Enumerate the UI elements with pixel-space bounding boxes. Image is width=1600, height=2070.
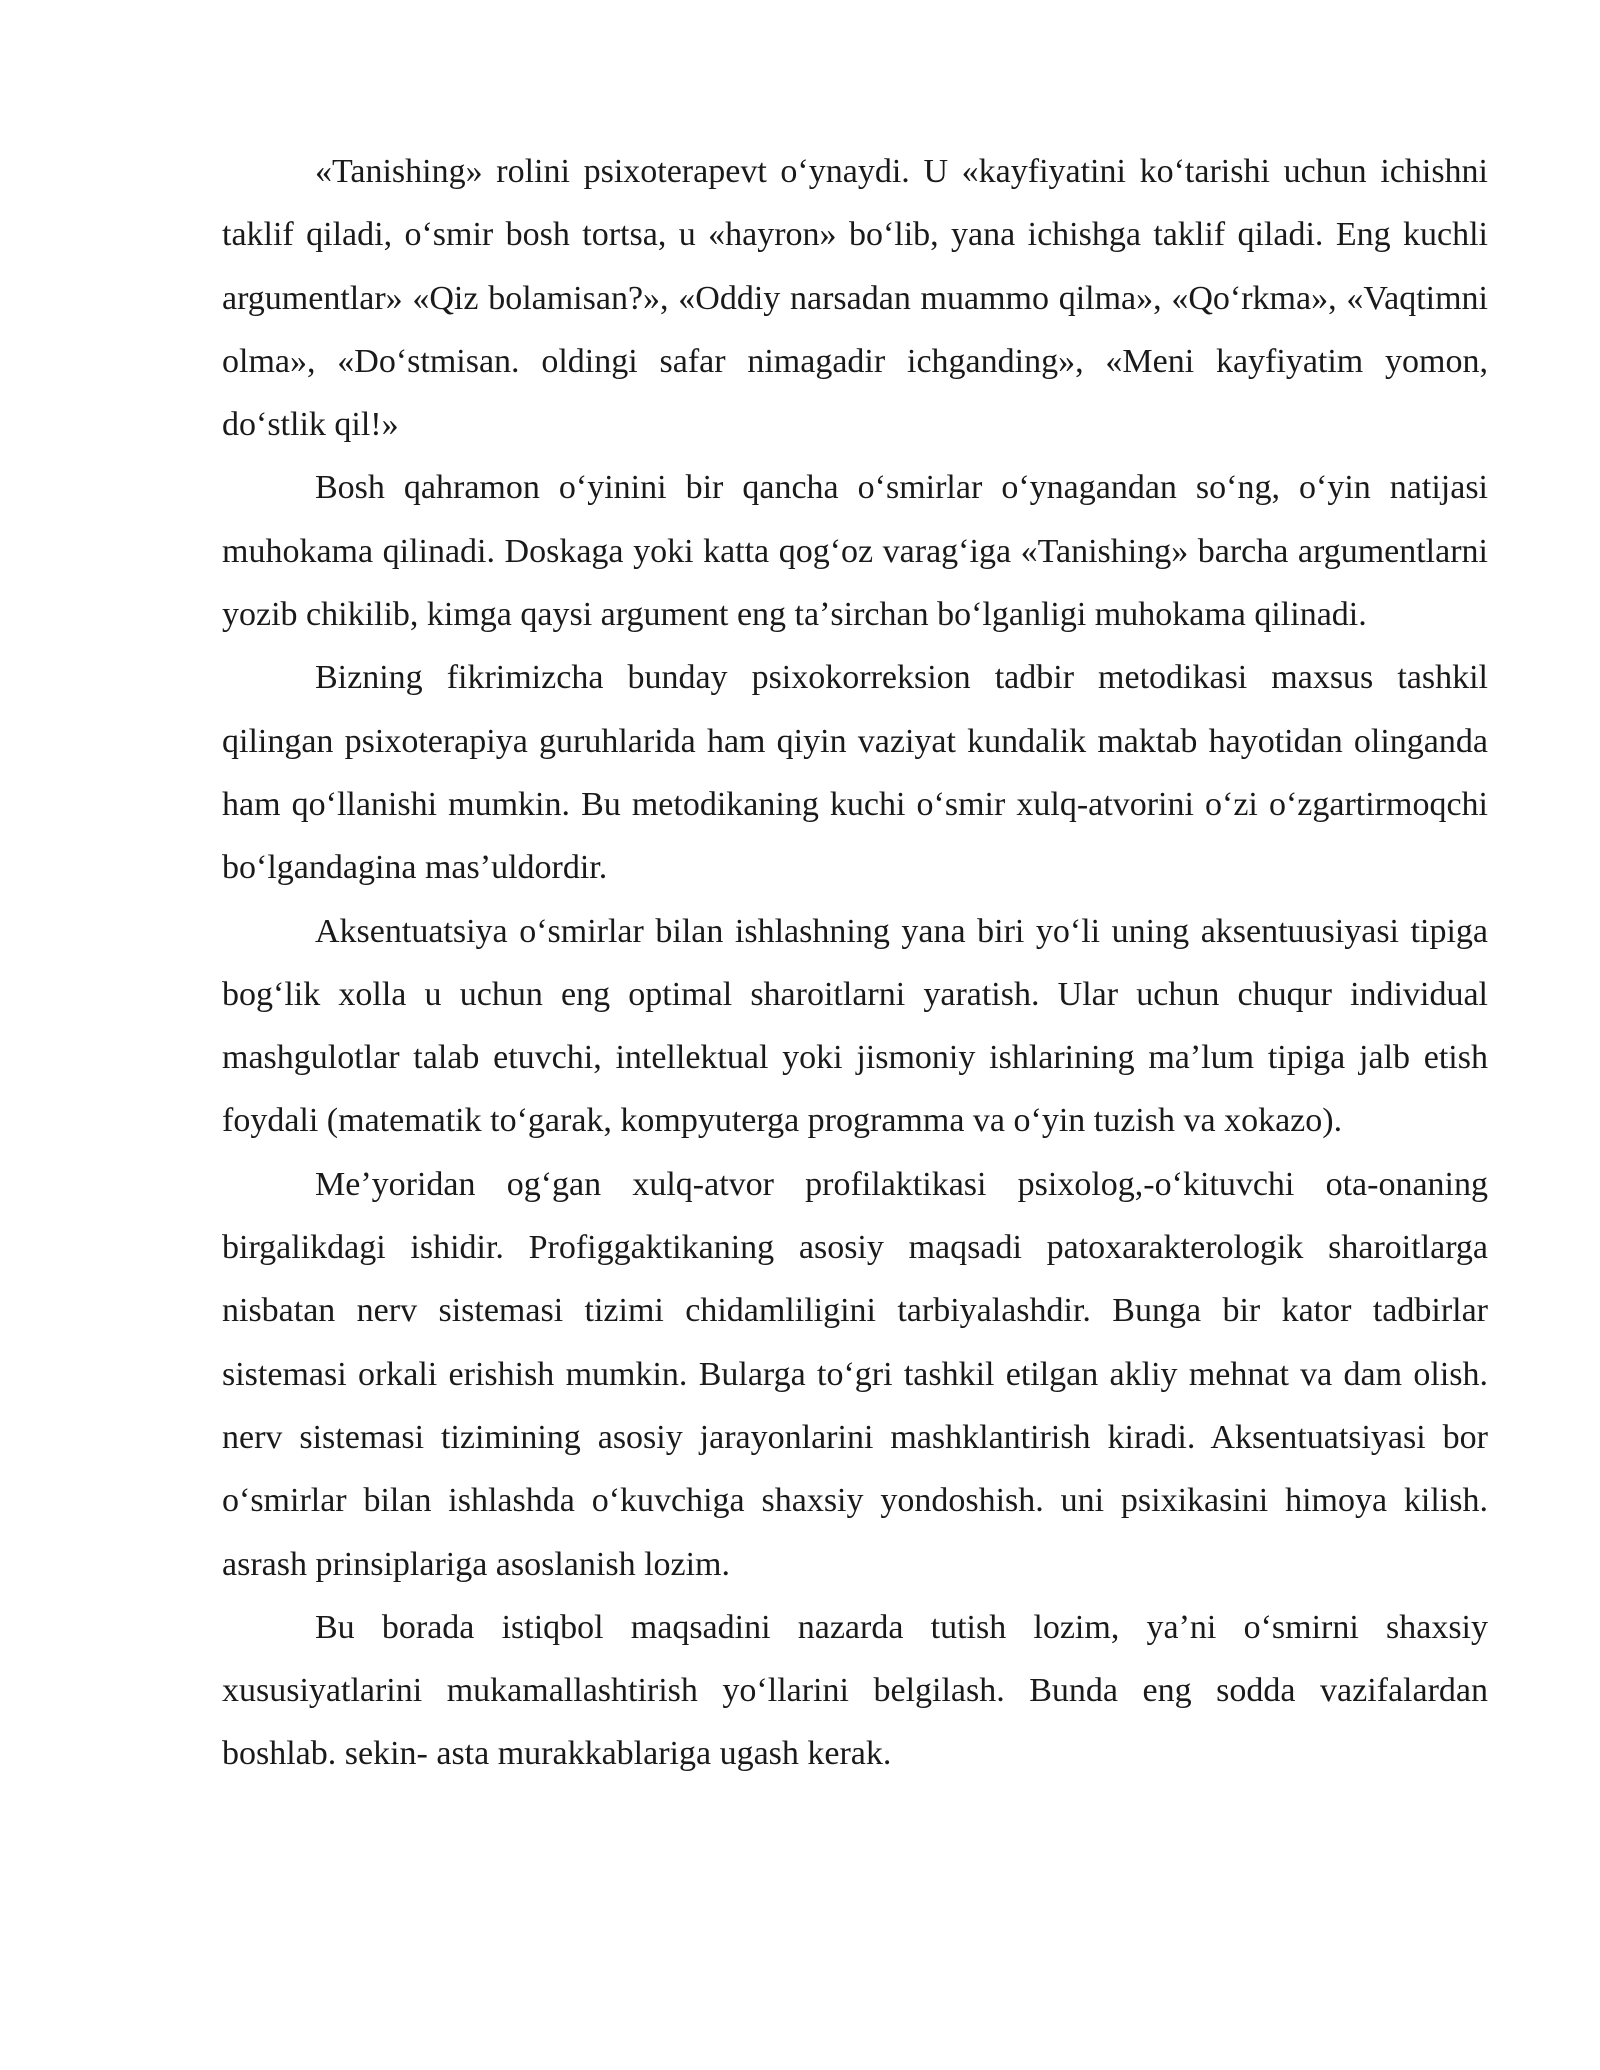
paragraph-game-discussion: Bosh qahramon oʻyinini bir qancha oʻsmirlar oʻynagandan soʻng, oʻyin natijasi muhokama qilinadi. Doskaga yoki katta qogʻoz varagʻiga «Tanishing» barcha argumentlarni yozib chikilib, kimga qaysi argument eng taʼsirchan boʻlganligi muhokama qilinadi. [222,469,1488,634]
paragraph-psychocorrection-method: Bizning fikrimizcha bunday psixokorreksion tadbir metodikasi maxsus tashkil qilingan psixoterapiya guruhlarida ham qiyin vaziyat kundalik maktab hayotidan olinganda ham qoʻllanishi mumkin. Bu metodikaning kuchi oʻsmir xulq-atvorini oʻzi oʻzgartirmoqchi boʻlgandagina masʼuldordir. [222,659,1488,887]
paragraph-accentuation-work: Aksentuatsiya oʻsmirlar bilan ishlashning yana biri yoʻli uning aksentuusiyasi tipiga bogʻlik xolla u uchun eng optimal sharoitlarni yaratish. Ular uchun chuqur individual mashgulotlar talab etuvchi, intellektual yoki jismoniy ishlarining maʼlum tipiga jalb etish foydali (matematik toʻgarak, kompyuterga programma va oʻyin tuzish va xokazo). [222,912,1488,1140]
paragraph-tanishing-role: «Tanishing» rolini psixoterapevt oʻynaydi. U «kayfiyatini koʻtarishi uchun ichishni taklif qiladi, oʻsmir bosh tortsa, u «hayron» boʻlib, yana ichishga taklif qiladi. Eng kuchli argumentlar» «Qiz bolamisan?», «Oddiy narsadan muammo qilma», «Qoʻrkma», «Vaqtimni olma», «Doʻstmisan. oldingi safar nimagadir ichganding», «Meni kayfiyatim yomon, doʻstlik qil!» [222,153,1488,444]
document-body [222,140,1488,1786]
paragraph-perspective-goal: Bu borada istiqbol maqsadini nazarda tutish lozim, yaʼni oʻsmirni shaxsiy xususiyatlarini mukamallashtirish yoʻllarini belgilash. Bunda eng sodda vazifalardan boshlab. sekin- asta murakkablariga ugash kerak. [222,1608,1488,1773]
paragraph-deviant-behavior-prevention: Meʼyoridan ogʻgan xulq-atvor profilaktikasi psixolog,-oʻkituvchi ota-onaning birgalikdagi ishidir. Profiggaktikaning asosiy maqsadi patoxarakterologik sharoitlarga nisbatan nerv sistemasi tizimi chidamliligini tarbiyalashdir. Bunga bir kator tadbirlar sistemasi orkali erishish mumkin. Bularga toʻgri tashkil etilgan akliy mehnat va dam olish. nerv sistemasi tizimining asosiy jarayonlarini mashklantirish kiradi. Aksentuatsiyasi bor oʻsmirlar bilan ishlashda oʻkuvchiga shaxsiy yondoshish. uni psixikasini himoya kilish. asrash prinsiplariga asoslanish lozim. [222,1165,1488,1583]
